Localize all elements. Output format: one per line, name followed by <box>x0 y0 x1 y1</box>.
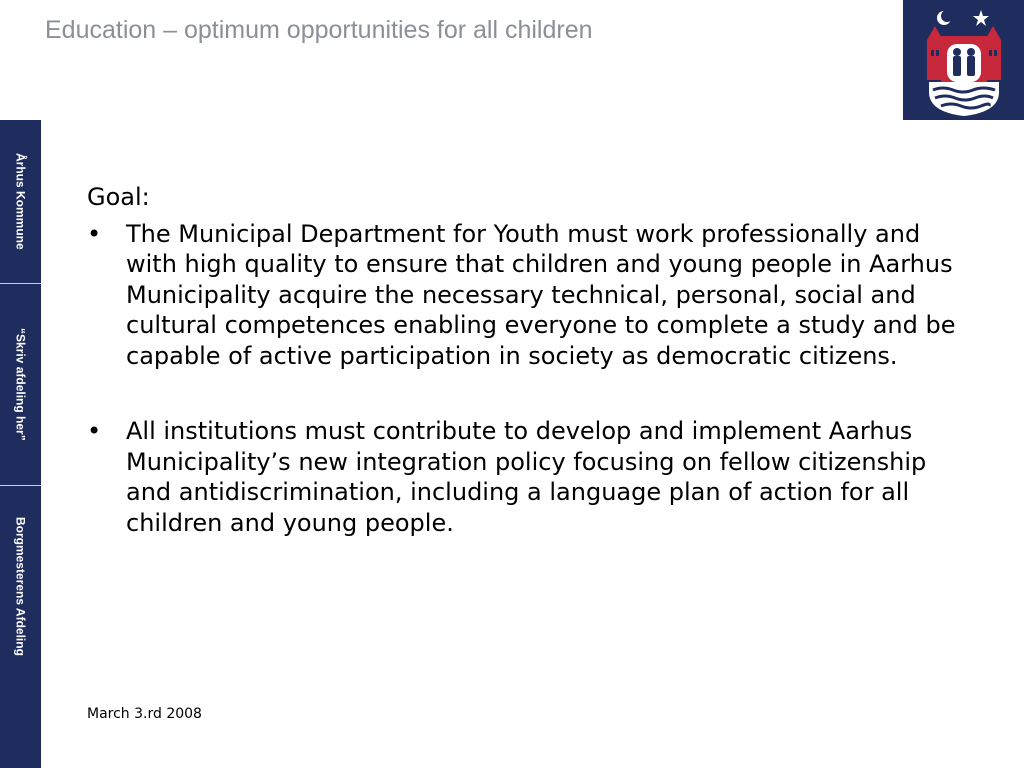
slide-date: March 3.rd 2008 <box>87 706 202 722</box>
bullet-text: All institutions must contribute to develop and implement Aarhus Municipality’s new integration policy focusing on fellow citizenship and antidiscrimination, including a language plan of action for all children and young people. <box>126 417 927 537</box>
bullet-text: The Municipal Department for Youth must work professionally and with high quality to ensure that children and young people in Aarhus Municipality acquire the necessary technical, personal, social and cultural competences enabling everyone to complete a study and be capable of active participation in society as democratic citizens. <box>126 219 956 370</box>
aarhus-coat-of-arms-icon <box>903 0 1024 120</box>
bullet-dot: • <box>87 417 102 445</box>
logo <box>903 0 1024 120</box>
sidebar-label-municipality: Århus Kommune <box>13 153 28 250</box>
sidebar-label-mayors-department: Borgmesterens Afdeling <box>13 516 28 656</box>
sidebar <box>0 120 41 768</box>
bullet-item <box>87 219 957 372</box>
bullet-dot: • <box>87 219 102 248</box>
sidebar-label-department-placeholder: “Skriv afdeling her” <box>13 328 28 441</box>
bullet-item <box>87 416 957 538</box>
slide-title: Education – optimum opportunities for all children <box>45 16 593 44</box>
slide-body <box>87 182 957 538</box>
goal-heading: Goal: <box>87 183 150 211</box>
